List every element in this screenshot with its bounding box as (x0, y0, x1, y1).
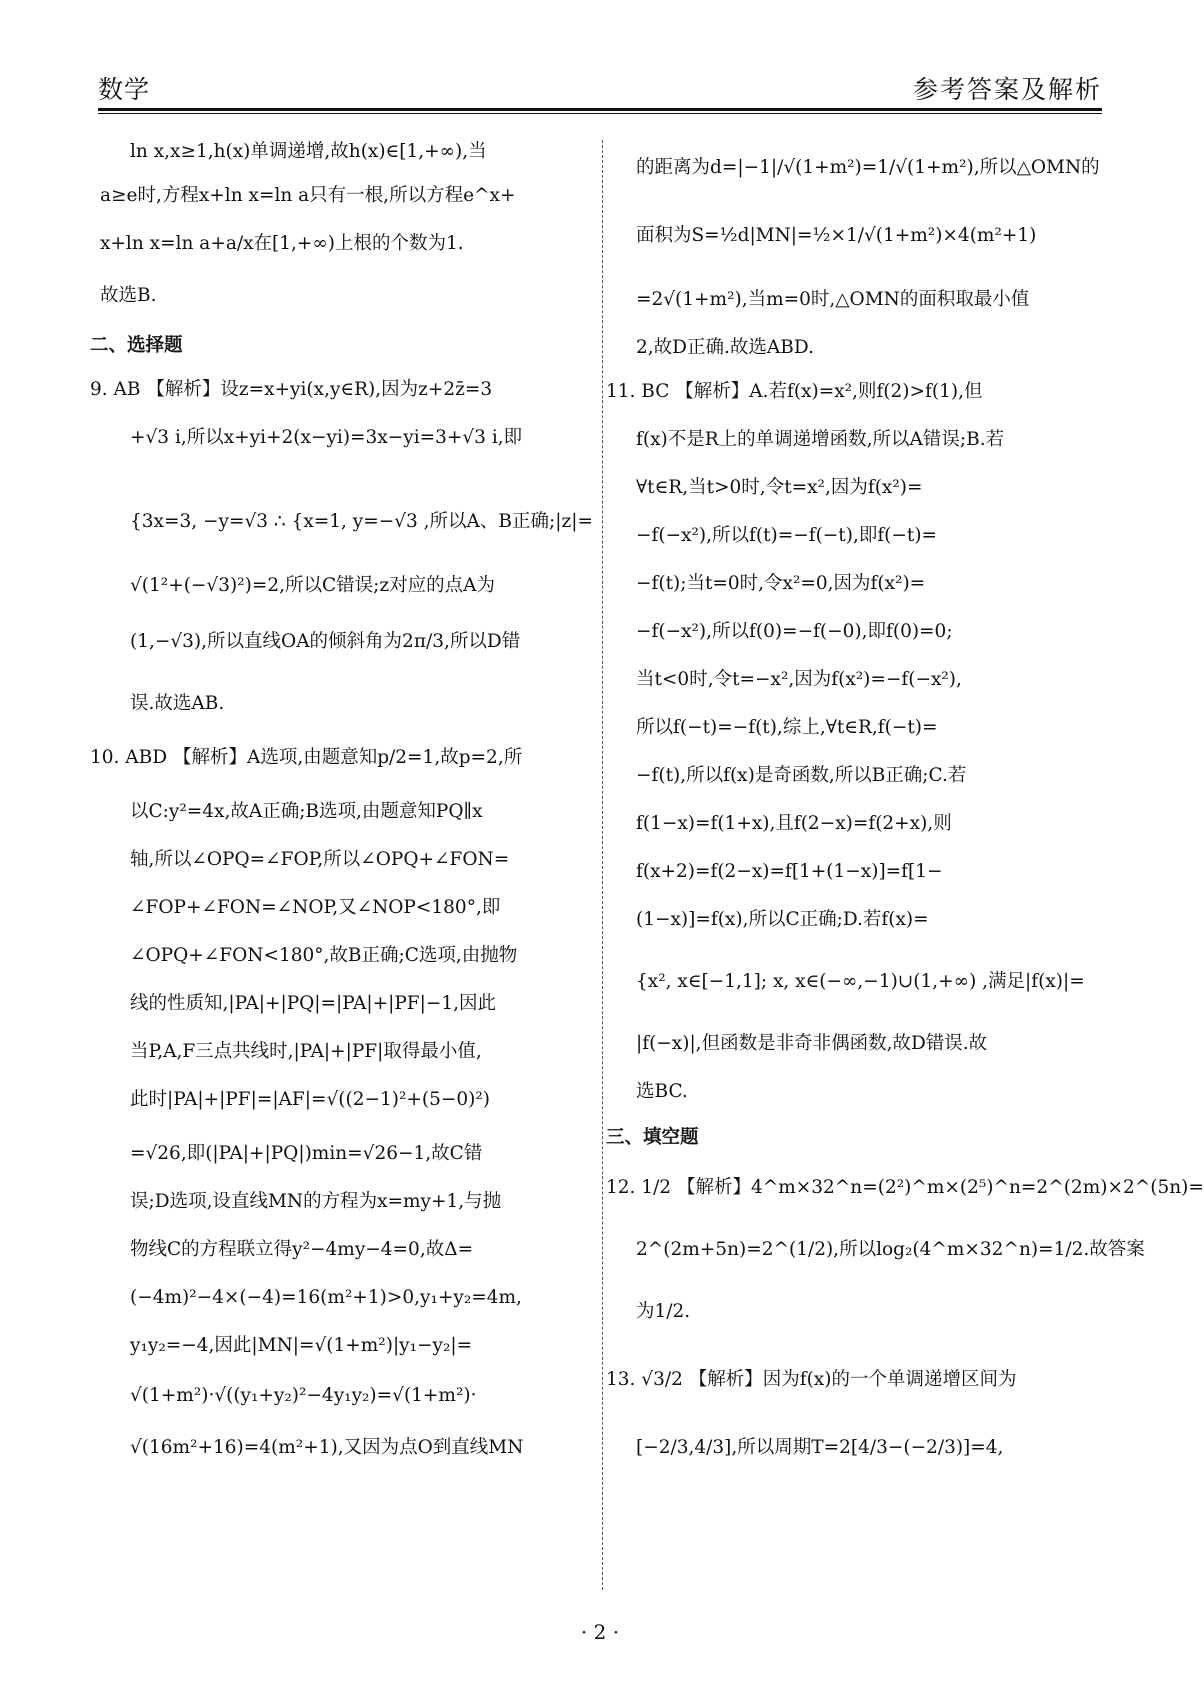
text-line: x+ln x=ln a+a/x在[1,+∞)上根的个数为1. (100, 233, 464, 254)
text-line: 此时|PA|+|PF|=|AF|=√((2−1)²+(5−0)²) (130, 1089, 491, 1110)
text-line: −f(−x²),所以f(t)=−f(−t),即f(−t)= (636, 525, 938, 546)
text-line: −f(t);当t=0时,令x²=0,因为f(x²)= (636, 573, 926, 594)
answer-11-heading: 11. BC 【解析】A.若f(x)=x²,则f(2)>f(1),但 (606, 381, 983, 402)
text-line: 所以f(−t)=−f(t),综上,∀t∈R,f(−t)= (636, 717, 938, 738)
text-line: 当t<0时,令t=−x²,因为f(x²)=−f(−x²), (636, 669, 962, 690)
text-line: 误;D选项,设直线MN的方程为x=my+1,与抛 (130, 1191, 502, 1212)
text-line: √(16m²+16)=4(m²+1),又因为点O到直线MN (130, 1437, 524, 1458)
text-line: √(1+m²)·√((y₁+y₂)²−4y₁y₂)=√(1+m²)· (130, 1385, 477, 1406)
section-heading-fill: 三、填空题 (606, 1127, 699, 1148)
text-line: =√26,即(|PA|+|PQ|)min=√26−1,故C错 (130, 1143, 483, 1164)
subject-label: 数学 (98, 75, 151, 104)
text-line: ln x,x≥1,h(x)单调递增,故h(x)∈[1,+∞),当 (130, 141, 487, 162)
answer-13-heading: 13. √3/2 【解析】因为f(x)的一个单调递增区间为 (606, 1369, 1017, 1390)
text-line: √(1²+(−√3)²)=2,所以C错误;z对应的点A为 (130, 575, 495, 596)
text-line: {x², x∈[−1,1]; x, x∈(−∞,−1)∪(1,+∞) ,满足|f(x)|= (636, 971, 1085, 992)
text-line: (1,−√3),所以直线OA的倾斜角为2π/3,所以D错 (130, 631, 521, 652)
text-line: 轴,所以∠OPQ=∠FOP,所以∠OPQ+∠FON= (130, 849, 510, 870)
text-line: ∠FOP+∠FON=∠NOP,又∠NOP<180°,即 (130, 897, 501, 918)
text-line: 物线C的方程联立得y²−4my−4=0,故Δ= (130, 1239, 474, 1260)
answer-9-heading: 9. AB 【解析】设z=x+yi(x,y∈R),因为z+2z̄=3 (90, 379, 493, 400)
text-line: y₁y₂=−4,因此|MN|=√(1+m²)|y₁−y₂|= (130, 1335, 473, 1356)
text-line: 线的性质知,|PA|+|PQ|=|PA|+|PF|−1,因此 (130, 993, 497, 1014)
answer-10-heading: 10. ABD 【解析】A选项,由题意知p/2=1,故p=2,所 (90, 747, 523, 768)
header-title: 参考答案及解析 (912, 75, 1102, 104)
text-line: 的距离为d=|−1|/√(1+m²)=1/√(1+m²),所以△OMN的 (636, 157, 1100, 178)
text-line: −f(t),所以f(x)是奇函数,所以B正确;C.若 (636, 765, 967, 786)
text-line: 以C:y²=4x,故A正确;B选项,由题意知PQ∥x (130, 801, 483, 822)
text-line: 选BC. (636, 1081, 688, 1102)
text-line: f(x)不是R上的单调递增函数,所以A错误;B.若 (636, 429, 1005, 450)
header-rule-thin (98, 113, 1102, 114)
text-line: |f(−x)|,但函数是非奇非偶函数,故D错误.故 (636, 1033, 988, 1054)
text-line: ∠OPQ+∠FON<180°,故B正确;C选项,由抛物 (130, 945, 518, 966)
text-line: 为1/2. (636, 1301, 691, 1322)
text-line: ∀t∈R,当t>0时,令t=x²,因为f(x²)= (636, 477, 923, 498)
page-number: · 2 · (580, 1620, 620, 1644)
text-line: {3x=3, −y=√3 ∴ {x=1, y=−√3 ,所以A、B正确;|z|= (130, 511, 593, 532)
text-line: [−2/3,4/3],所以周期T=2[4/3−(−2/3)]=4, (636, 1437, 1004, 1458)
answer-12-heading: 12. 1/2 【解析】4^m×32^n=(2²)^m×(2⁵)^n=2^(2m)×2^(5n)= (606, 1177, 1204, 1198)
section-heading-choice: 二、选择题 (90, 335, 183, 356)
text-line: =2√(1+m²),当m=0时,△OMN的面积取最小值 (636, 289, 1030, 310)
text-line: a≥e时,方程x+ln x=ln a只有一根,所以方程e^x+ (100, 185, 516, 206)
text-line: 面积为S=½d|MN|=½×1/√(1+m²)×4(m²+1) (636, 225, 1037, 246)
text-line: 当P,A,F三点共线时,|PA|+|PF|取得最小值, (130, 1041, 482, 1062)
text-line: f(x+2)=f(2−x)=f[1+(1−x)]=f[1− (636, 861, 943, 882)
header-rule-thick (98, 108, 1102, 111)
text-line: −f(−x²),所以f(0)=−f(−0),即f(0)=0; (636, 621, 953, 642)
text-line: (1−x)]=f(x),所以C正确;D.若f(x)= (636, 909, 929, 930)
text-line: f(1−x)=f(1+x),且f(2−x)=f(2+x),则 (636, 813, 952, 834)
text-line: 误.故选AB. (130, 693, 225, 714)
text-line: 2,故D正确.故选ABD. (636, 337, 814, 358)
text-line: +√3 i,所以x+yi+2(x−yi)=3x−yi=3+√3 i,即 (130, 427, 523, 448)
text-line: 2^(2m+5n)=2^(1/2),所以log₂(4^m×32^n)=1/2.故答案 (636, 1239, 1145, 1260)
column-divider (602, 140, 603, 1590)
text-line: (−4m)²−4×(−4)=16(m²+1)>0,y₁+y₂=4m, (130, 1287, 522, 1308)
text-line: 故选B. (100, 285, 157, 306)
